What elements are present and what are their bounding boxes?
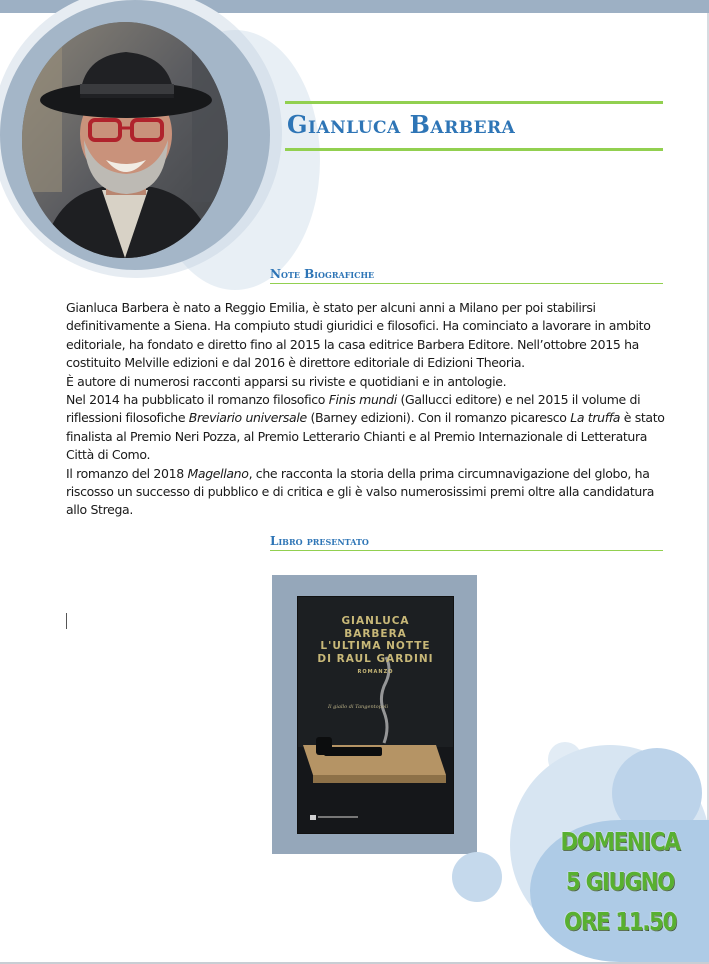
- bio-text-span: (Barney edizioni). Con il romanzo picaresco: [306, 410, 571, 426]
- bio-text-span: è stato finalista al Premio Neri Pozza, al Premio Letterario Chianti e al Premio Internazionale di Letteratura Città di Como.: [66, 410, 665, 463]
- event-day: DOMENICA: [560, 827, 680, 856]
- event-time: ORE 11.50: [563, 907, 677, 936]
- decorative-bubble: [452, 852, 502, 902]
- event-date-block: [552, 822, 688, 942]
- event-date: 5 GIUGNO: [566, 867, 674, 896]
- bio-text-span: (Gallucci editore) e nel 2015 il volume di riflessioni filosofiche: [66, 392, 641, 426]
- book-title-line: DI RAUL GARDINI: [317, 652, 434, 665]
- bio-paragraph-2: È autore di numerosi racconti apparsi su riviste e quotidiani e in antologie.: [66, 373, 507, 389]
- author-photo: [22, 22, 228, 258]
- bio-text: [66, 299, 666, 520]
- portrait-ring: [0, 0, 270, 270]
- book-title-breviario: Breviario universale: [188, 410, 307, 426]
- book-author-line: GIANLUCA: [341, 615, 410, 627]
- bio-paragraph-3: [66, 391, 666, 465]
- book-cover-genre: ROMANZO: [357, 669, 394, 675]
- bio-heading: Note Biografiche: [270, 267, 663, 284]
- bio-paragraph-1: Gianluca Barbera è nato a Reggio Emilia, è stato per alcuni anni a Milano per poi stabilirsi definitivamente a Siena. Ha compiuto studi giuridici e filosofici. Ha cominciato a lavorare in ambito editoriale, ha fondato e diretto fino al 2015 la casa editrice Barbera Editore. Nell’ottobre 2015 ha costituito Melville edizioni e dal 2016 è direttore editoriale di Edizioni Theoria.: [66, 300, 651, 371]
- book-cover-author: [298, 615, 453, 640]
- book-title-finis-mundi: Finis mundi: [328, 392, 397, 408]
- bio-text-span: Nel 2014 ha pubblicato il romanzo filosofico: [66, 392, 329, 408]
- author-name: Gianluca Barbera: [287, 110, 516, 139]
- book-heading: Libro presentato: [270, 534, 663, 551]
- name-rule-bottom: [285, 148, 663, 151]
- text-cursor: [66, 613, 67, 629]
- bio-text-span: Il romanzo del 2018: [66, 465, 188, 481]
- name-rule-top: [285, 101, 663, 104]
- book-cover: [297, 596, 454, 834]
- bio-paragraph-4: [66, 465, 666, 520]
- book-title-magellano: Magellano: [187, 465, 249, 481]
- book-title-line: L'ULTIMA NOTTE: [320, 640, 431, 652]
- book-title-la-truffa: La truffa: [570, 410, 621, 426]
- book-author-line: BARBERA: [344, 627, 407, 640]
- book-cover-title: [298, 640, 453, 665]
- book-cover-tagline: Il giallo di Tangentopoli: [328, 704, 389, 710]
- bio-text-span: , che racconta la storia della prima circumnavigazione del globo, ha riscosso un successo di pubblico e di critica e gli è valso numerosissimi premi oltre alla candidatura allo Strega.: [66, 465, 655, 518]
